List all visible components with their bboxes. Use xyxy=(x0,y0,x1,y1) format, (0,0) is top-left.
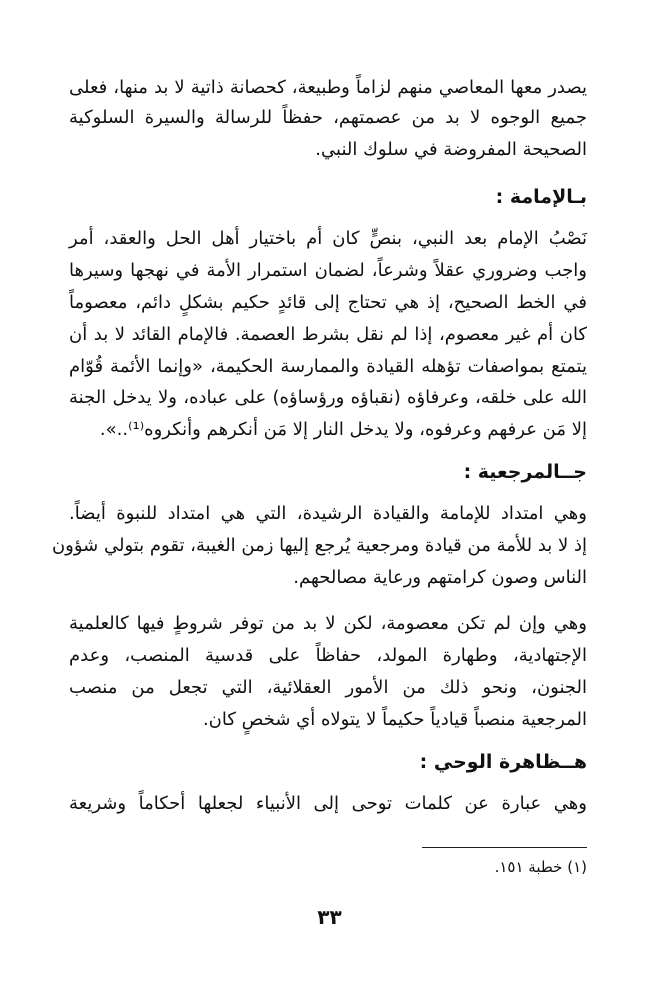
section-heading-revelation: هــظاهرة الوحي : xyxy=(419,751,587,773)
text-line: وهي امتداد للإمامة والقيادة الرشيدة، التي هي امتداد للنبوة أيضاً. xyxy=(69,503,587,524)
text-line: جميع الوجوه لا بد من عصمتهم، حفظاً للرسالة والسيرة السلوكية xyxy=(69,107,587,128)
text-line: كان أم غير معصوم، إذا لم نقل بشرط العصمة. فالإمام القائد لا بد أن xyxy=(69,324,587,345)
section-heading-marjaiya: جــالمرجعية : xyxy=(463,461,587,483)
text-line: يصدر معها المعاصي منهم لزاماً وطبيعة، كحصانة ذاتية لا بد منها، فعلى xyxy=(69,77,587,98)
section-title: ظاهرة الوحي : xyxy=(419,751,561,773)
text-line: الإجتهادية، وطهارة المولد، حفاظاً على قدسية المنصب، وعدم xyxy=(69,645,587,666)
text-line: إلا مَن عرفهم وعرفوه، ولا يدخل النار إلا مَن أنكرهم وأنكروه⁽¹⁾..». xyxy=(99,419,587,440)
text-line: في الخط الصحيح، إذ هي تحتاج إلى قائدٍ حكيم بشكلٍ دائم، معصوماً xyxy=(69,292,587,313)
footnote-divider xyxy=(422,847,587,848)
text-line: الناس وصون كرامتهم ورعاية مصالحهم. xyxy=(293,567,587,588)
text-line: وهي عبارة عن كلمات توحى إلى الأنبياء لجعلها أحكاماً وشريعة xyxy=(69,793,587,814)
text-line: الصحيحة المفروضة في سلوك النبي. xyxy=(315,139,587,160)
text-line: المرجعية منصباً قيادياً حكيماً لا يتولاه أي شخصٍ كان. xyxy=(202,709,587,730)
section-letter: ب xyxy=(579,186,587,208)
text-line: يتمتع بمواصفات تؤهله القيادة والممارسة الحكيمة، «وإنما الأئمة قُوّام xyxy=(69,356,587,377)
page-number: ٣٣ xyxy=(317,905,342,929)
section-letter: جـ xyxy=(566,461,587,483)
text-line: الجنون، ونحو ذلك من الأمور العقلائية، التي تجعل من منصب xyxy=(69,677,587,698)
section-title: الإمامة : xyxy=(495,186,574,208)
section-heading-imamate: بـالإمامة : xyxy=(495,186,587,208)
footnote: (١) خطبة ١٥١. xyxy=(494,858,587,876)
text-line: وهي وإن لم تكن معصومة، لكن لا بد من توفر شروطٍ فيها كالعلمية xyxy=(69,613,587,634)
text-line: واجب وضروري عقلاً وشرعاً، لضمان استمرار الأمة في نهجها وسيرها xyxy=(69,260,587,281)
text-line: الله على خلقه، وعرفاؤه (نقباؤه ورؤساؤه) على عباده، ولا يدخل الجنة xyxy=(69,387,587,408)
text-line: نَصْبُ الإمام بعد النبي، بنصٍّ كان أم باختيار أهل الحل والعقد، أمر xyxy=(69,228,587,249)
text-line: إذ لا بد للأمة من قيادة ومرجعية يُرجع إليها زمن الغيبة، تقوم بتولي شؤون xyxy=(51,535,587,556)
section-title: المرجعية : xyxy=(463,461,561,483)
section-letter: هـ xyxy=(567,751,587,773)
